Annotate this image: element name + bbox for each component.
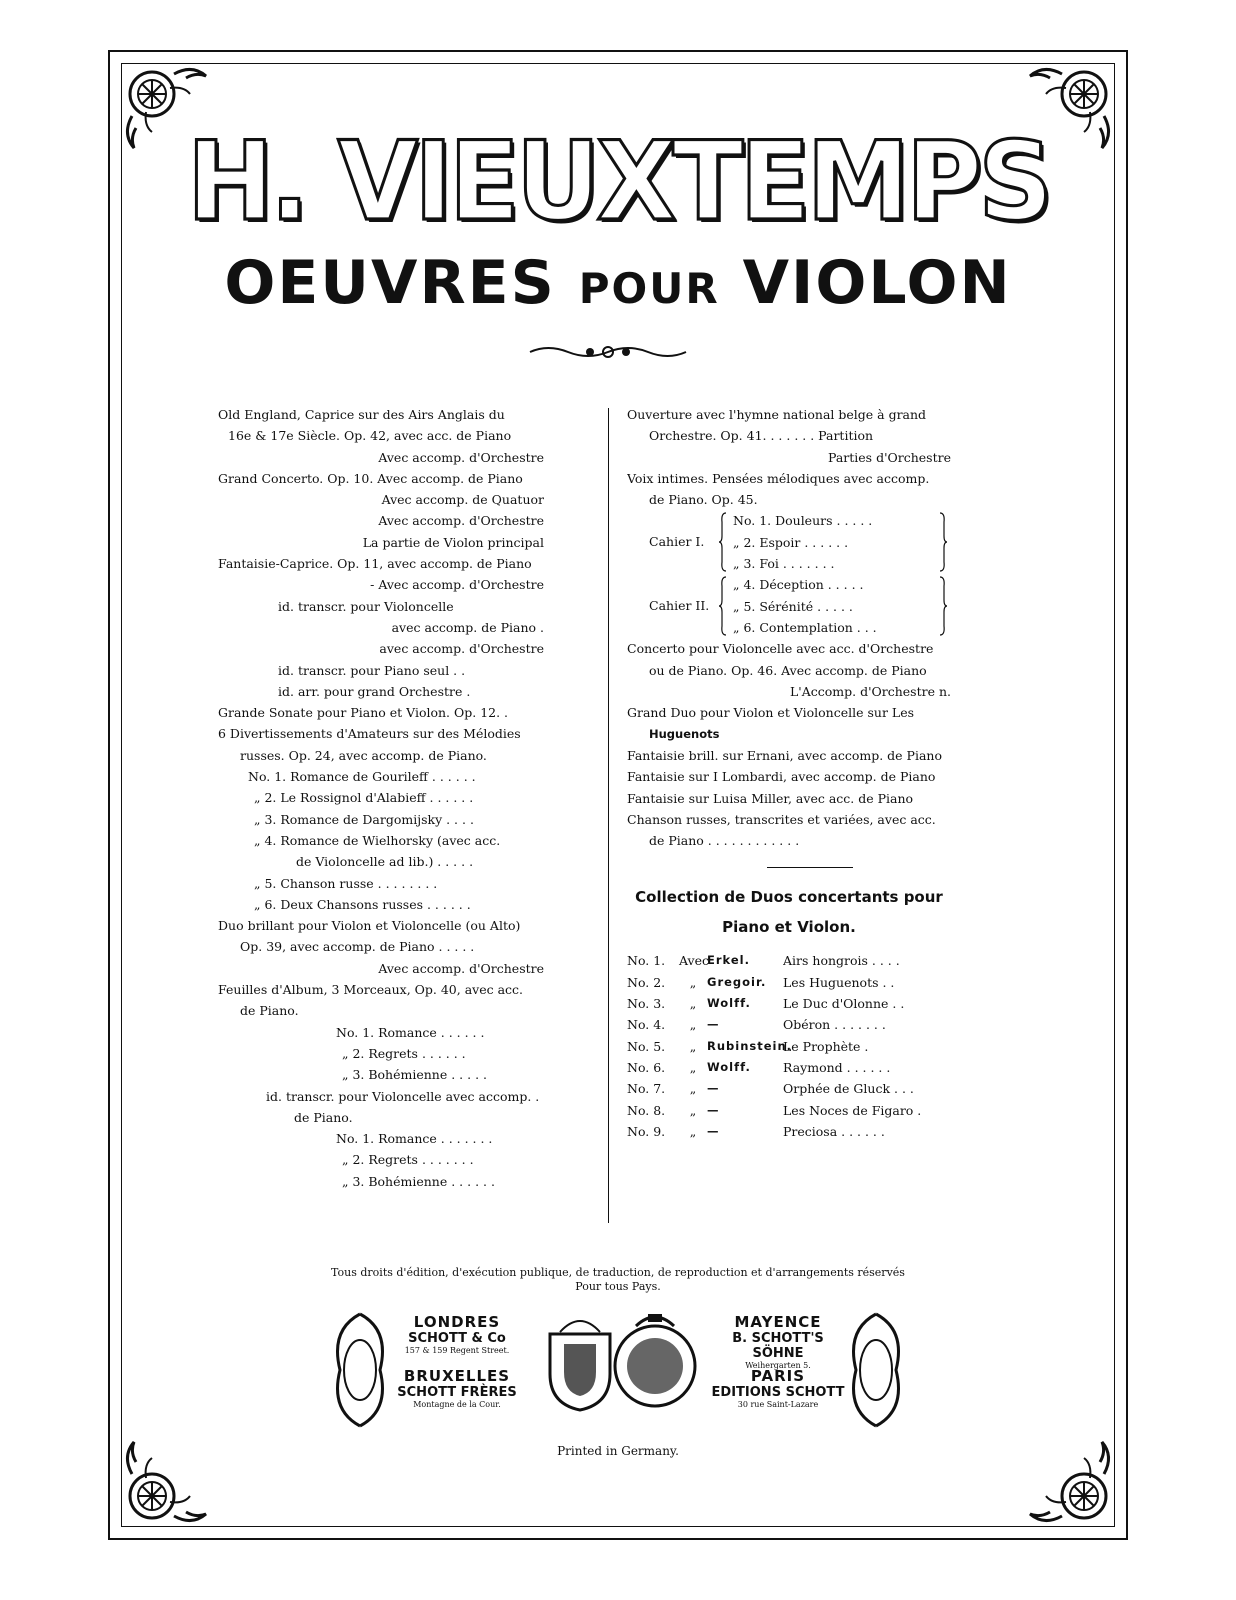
duo-row	[627, 1078, 951, 1099]
composer-title: H. VIEUXTEMPS	[186, 116, 1050, 246]
duo-title: Le Prophète .	[783, 1038, 869, 1054]
cahier-item: „ 3. Foi . . . . . . .	[733, 556, 835, 572]
work-line: Avec accomp. de Quatuor	[381, 492, 544, 508]
duo-title: Les Noces de Figaro .	[783, 1102, 922, 1118]
work-line: Ouverture avec l'hymne national belge à grand	[627, 407, 927, 422]
work-line: Fantaisie sur I Lombardi, avec accomp. de Piano	[627, 769, 936, 785]
work-line: Duo brillant pour Violon et Violoncelle (ou Alto)	[218, 918, 521, 934]
work-line: de Piano. Op. 45.	[649, 492, 758, 508]
work-line: de Piano.	[240, 1003, 299, 1019]
publisher-name: EDITIONS SCHOTT	[711, 1385, 845, 1400]
work-line: Avec accomp. d'Orchestre	[378, 960, 544, 976]
publisher-address: 157 & 159 Regent Street.	[404, 1346, 510, 1355]
duo-arranger: —	[707, 1017, 720, 1032]
duo-row	[627, 1014, 951, 1035]
duo-title: Les Huguenots . .	[783, 974, 895, 990]
work-line: Orchestre. Op. 41. . . . . . . Partition	[649, 428, 874, 444]
work-line: „ 3. Bohémienne . . . . . .	[342, 1173, 495, 1189]
work-line: avec accomp. d'Orchestre	[379, 641, 544, 657]
works-list-right-top	[627, 404, 951, 510]
work-line: „ 2. Regrets . . . . . . .	[342, 1152, 474, 1168]
coat-of-arms-icon	[540, 1304, 700, 1414]
collection-title	[627, 882, 951, 942]
publisher-name: SCHOTT & Co	[408, 1331, 506, 1346]
work-line: „ 3. Romance de Dargomijsky . . . .	[254, 811, 474, 827]
cahiers-group	[627, 510, 951, 638]
works-list-right	[627, 404, 951, 1142]
work-line: ou de Piano. Op. 46. Avec accomp. de Piano	[649, 662, 927, 678]
publisher-ornament-left-icon	[320, 1310, 400, 1430]
duo-arranger: —	[707, 1102, 720, 1117]
work-line: - Avec accomp. d'Orchestre	[370, 577, 544, 593]
work-line: „ 2. Regrets . . . . . .	[342, 1045, 466, 1061]
work-line: Avec accomp. d'Orchestre	[378, 449, 544, 465]
work-line: id. transcr. pour Piano seul . .	[278, 662, 466, 678]
subtitle-pour: POUR	[578, 264, 720, 313]
printed-in-notice: Printed in Germany.	[557, 1444, 679, 1458]
duo-row	[627, 972, 951, 993]
work-line: id. transcr. pour Violoncelle	[278, 598, 454, 614]
duo-arranger: —	[707, 1081, 720, 1096]
duo-prefix: „	[689, 1123, 697, 1139]
collection-title-line-1: Collection de Duos concertants pour	[635, 888, 943, 907]
work-line: „ 6. Deux Chansons russes . . . . . .	[254, 896, 471, 912]
duo-row	[627, 1100, 951, 1121]
cahier-group	[627, 510, 951, 574]
duo-prefix: „	[689, 1081, 697, 1097]
work-line: Old England, Caprice sur des Airs Anglais du	[218, 407, 505, 422]
cahier-item: „ 6. Contemplation . . .	[733, 620, 877, 636]
column-divider	[608, 408, 609, 1223]
publisher-imprint	[320, 1300, 916, 1450]
cahier-group	[627, 574, 951, 638]
work-line: Grand Concerto. Op. 10. Avec accomp. de Piano	[218, 470, 523, 486]
work-line: Avec accomp. d'Orchestre	[378, 513, 544, 529]
publisher-london	[392, 1314, 522, 1356]
rights-countries: Pour tous Pays.	[575, 1280, 661, 1293]
work-line: Chanson russes, transcrites et variées, avec acc.	[627, 811, 936, 827]
cahier-item: „ 5. Sérénité . . . . .	[733, 598, 853, 614]
duo-row	[627, 993, 951, 1014]
brace-icon	[719, 512, 727, 572]
rights-text: Tous droits d'édition, d'exécution publique, de traduction, de reproduction et d'arrangements réservés	[331, 1266, 905, 1279]
duo-arranger: Erkel.	[707, 953, 750, 968]
cahier-label: Cahier II.	[649, 598, 710, 614]
work-subtitle	[0, 248, 1236, 318]
work-line: de Violoncelle ad lib.) . . . . .	[296, 854, 474, 870]
duo-row	[627, 950, 951, 971]
work-line: „ 5. Chanson russe . . . . . . . .	[254, 875, 438, 891]
duo-row	[627, 1036, 951, 1057]
work-line: de Piano . . . . . . . . . . . .	[649, 833, 800, 849]
work-line: russes. Op. 24, avec accomp. de Piano.	[240, 747, 487, 763]
work-line: No. 1. Romance . . . . . .	[336, 1024, 485, 1040]
duo-number: No. 3.	[627, 996, 666, 1012]
duo-arranger: Rubinstein.	[707, 1038, 793, 1053]
publisher-city: PARIS	[750, 1367, 806, 1385]
duo-number: No. 1.	[627, 953, 666, 969]
publisher-city: BRUXELLES	[403, 1367, 511, 1385]
duo-number: No. 7.	[627, 1081, 666, 1097]
publisher-mainz	[708, 1314, 848, 1371]
subtitle-oeuvres: OEUVRES	[224, 248, 556, 318]
section-separator	[767, 867, 853, 868]
work-line: L'Accomp. d'Orchestre n.	[789, 684, 951, 700]
duo-prefix: Avec	[679, 953, 709, 969]
publisher-city: LONDRES	[413, 1313, 501, 1331]
brace-icon	[939, 576, 947, 636]
brace-icon	[719, 576, 727, 636]
publisher-address: 30 rue Saint-Lazare	[737, 1400, 819, 1409]
publisher-city: MAYENCE	[734, 1313, 822, 1331]
cahier-item: „ 4. Déception . . . . .	[733, 577, 864, 593]
duo-prefix: „	[689, 1102, 697, 1118]
work-line: Voix intimes. Pensées mélodiques avec accomp.	[627, 470, 930, 486]
works-list-right-bottom	[627, 638, 951, 851]
duo-prefix: „	[689, 1059, 697, 1075]
works-list-left	[218, 404, 544, 1192]
duo-number: No. 5.	[627, 1038, 666, 1054]
duo-arranger: Wolff.	[707, 996, 751, 1011]
publisher-paris	[708, 1368, 848, 1410]
publisher-address: Montagne de la Cour.	[413, 1400, 501, 1409]
duo-arranger: —	[707, 1123, 720, 1138]
publisher-ornament-right-icon	[836, 1310, 916, 1430]
duo-title: Orphée de Gluck . . .	[783, 1081, 914, 1097]
cahier-item: No. 1. Douleurs . . . . .	[733, 513, 873, 529]
duo-title: Preciosa . . . . . .	[783, 1123, 885, 1139]
work-line: Op. 39, avec accomp. de Piano . . . . .	[240, 939, 475, 955]
duo-number: No. 4.	[627, 1017, 666, 1033]
work-line: Feuilles d'Album, 3 Morceaux, Op. 40, avec acc.	[218, 982, 524, 998]
duo-title: Obéron . . . . . . .	[783, 1017, 886, 1033]
work-line: Grande Sonate pour Piano et Violon. Op. 12. .	[218, 705, 509, 721]
work-line: No. 1. Romance . . . . . . .	[336, 1131, 493, 1147]
duo-prefix: „	[689, 1038, 697, 1054]
duo-title: Le Duc d'Olonne . .	[783, 996, 905, 1012]
work-line: Huguenots	[649, 726, 720, 741]
duo-title: Airs hongrois . . . .	[783, 953, 900, 969]
duo-prefix: „	[689, 974, 697, 990]
work-line: 6 Divertissements d'Amateurs sur des Mélodies	[218, 726, 521, 742]
subtitle-violon: VIOLON	[742, 248, 1012, 318]
work-line: de Piano.	[294, 1109, 353, 1125]
duo-number: No. 6.	[627, 1059, 666, 1075]
duo-title: Raymond . . . . . .	[783, 1059, 891, 1075]
duo-number: No. 9.	[627, 1123, 666, 1139]
work-line: id. arr. pour grand Orchestre .	[278, 683, 471, 699]
publisher-name: SCHOTT FRÈRES	[397, 1385, 517, 1400]
work-line: No. 1. Romance de Gourileff . . . . . .	[248, 769, 476, 785]
publisher-brussels	[392, 1368, 522, 1410]
collection-title-line-2: Piano et Violon.	[722, 918, 856, 937]
work-line: Parties d'Orchestre	[827, 449, 951, 465]
brace-icon	[939, 512, 947, 572]
duo-arranger: Wolff.	[707, 1059, 751, 1074]
cahier-item: „ 2. Espoir . . . . . .	[733, 534, 849, 550]
cahier-label: Cahier I.	[649, 534, 705, 550]
flourish-ornament-icon	[528, 342, 688, 362]
duo-row	[627, 1057, 951, 1078]
work-line: „ 4. Romance de Wielhorsky (avec acc.	[254, 832, 501, 848]
work-line: 16e & 17e Siècle. Op. 42, avec acc. de Piano	[228, 428, 512, 444]
work-line: „ 3. Bohémienne . . . . .	[342, 1067, 487, 1083]
duo-prefix: „	[689, 1017, 697, 1033]
duo-number: No. 8.	[627, 1102, 666, 1118]
publisher-address: Weihergarten 5.	[745, 1361, 811, 1370]
work-line: id. transcr. pour Violoncelle avec accomp. .	[266, 1088, 540, 1104]
duo-number: No. 2.	[627, 974, 666, 990]
work-line: Concerto pour Violoncelle avec acc. d'Orchestre	[627, 641, 934, 657]
work-line: avec accomp. de Piano .	[391, 619, 544, 635]
work-line: Grand Duo pour Violon et Violoncelle sur Les	[627, 705, 915, 721]
duo-row	[627, 1121, 951, 1142]
work-line: Fantaisie brill. sur Ernani, avec accomp. de Piano	[627, 747, 942, 763]
work-line: „ 2. Le Rossignol d'Alabieff . . . . . .	[254, 790, 474, 806]
duo-arranger: Gregoir.	[707, 974, 767, 989]
publisher-name: B. SCHOTT'S SÖHNE	[732, 1331, 824, 1361]
duos-list	[627, 950, 951, 1142]
work-line: Fantaisie-Caprice. Op. 11, avec accomp. de Piano	[218, 556, 532, 572]
work-line: Fantaisie sur Luisa Miller, avec acc. de Piano	[627, 790, 914, 806]
rights-notice	[0, 1266, 1236, 1294]
duo-prefix: „	[689, 996, 697, 1012]
work-line: La partie de Violon principal	[362, 534, 544, 550]
